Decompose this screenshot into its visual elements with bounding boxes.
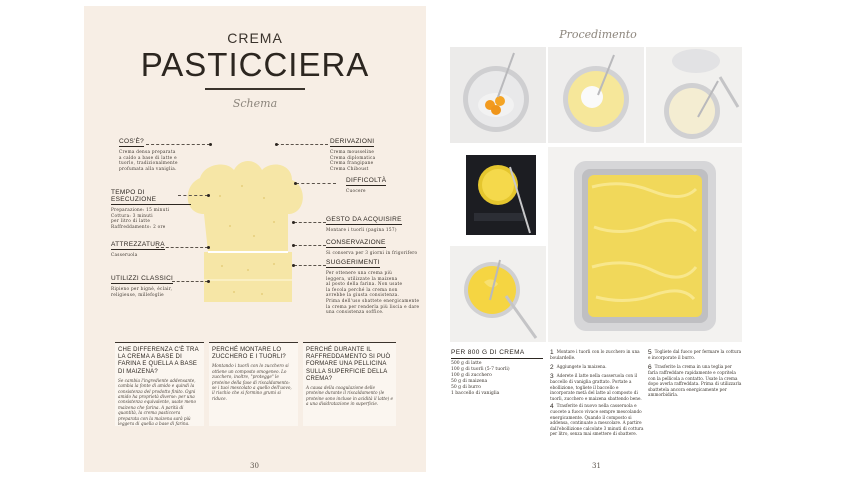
label-line: Casseruola [111,252,138,257]
step-6 [648,364,742,397]
ingredient-item: 100 g di zucchero [451,373,492,378]
label-line: Cuocere [346,188,366,193]
step-1 [550,349,644,361]
ingredient-item: 500 g di latte [451,361,482,366]
label-line: Crema mousseline [330,149,375,154]
step-text: Trasferite la crema in una teglia per farla raffreddare rapidamente e copritela con la pellicola a contatto. Usate la crema dopo averla raffreddata. Prima di utilizzarla sbattetela ancora energicamente per ammorbidirla. [648,364,742,398]
chef-hat-illustration [182,156,310,306]
leader-dot [209,143,212,146]
label-attrezzatura [111,241,191,258]
label-line: Crema frangipane [330,160,374,166]
label-suggerimenti [326,259,421,315]
label-line: Crema densa preparata [119,149,176,154]
leader-dot [207,280,210,283]
faq-question: PERCHÉ DURANTE IL RAFFREDDAMENTO SI PUÒ FORMARE UNA PELLICINA SULLA SUPERFICIE DELLA CREMA? [306,347,391,382]
label-line: Montare i tuorli (pagina 157) [326,227,397,232]
label-difficolta-title: DIFFICOLTÀ [346,177,387,184]
label-line: per litro di latte [111,218,151,224]
step-photo-4 [450,147,546,243]
leader-line [294,222,326,223]
step-text: Aggiungete la maizena. [556,364,607,369]
label-line: a caldo a base di latte e [119,154,177,160]
step-number: 5 [648,349,652,356]
section-label: Procedimento [559,28,637,41]
faq-question: CHE DIFFERENZA C'È TRA LA CREMA A BASE DI FARINA E QUELLA A BASE DI MAIZENA? [118,347,199,375]
ingredients-divider [451,358,543,359]
label-attrezzatura-title: ATTREZZATURA [111,241,165,248]
label-line: profumata alla vaniglia. [119,165,177,171]
label-line: Crema diplomatica [330,154,376,160]
step-photo-1 [450,47,546,143]
label-line: Crema Chiboust [330,165,369,171]
label-line: Preparazione: 15 minuti [111,207,170,212]
leader-line [294,265,326,266]
right-page [428,6,768,472]
label-line: la fecola perché la crema non [326,286,398,292]
step-text: Togliete dal fuoco per fermare la cottura e incorporate il burro. [648,349,742,361]
step-photo-3 [646,47,742,143]
step-text: Montare i tuorli con lo zucchero in una boulardelle. [550,349,640,361]
label-line: Prima dell'uso sbattete energicamente [326,297,420,303]
ingredient-item: 50 g di maizena [451,379,488,384]
label-derivazioni [330,138,410,171]
label-line: Cottura: 3 minuti [111,212,153,218]
leader-dot [207,246,210,249]
leader-dot [294,182,297,185]
page-number-left: 30 [250,462,259,470]
label-line: Per ottenere una crema più [326,270,393,275]
step-number: 1 [550,349,554,356]
label-line: Si conserva per 3 giorni in frigorifero [326,250,418,255]
label-conservazione [326,239,421,256]
label-line: una consistenza soffice. [326,309,384,315]
step-3 [550,373,644,401]
leader-dot [275,143,278,146]
faq-box [303,342,396,426]
leader-dot [292,244,295,247]
label-line: religieuse, millefoglie [111,291,164,297]
title-divider [205,88,305,90]
ingredients-list [451,361,543,397]
leader-line [294,245,326,246]
ingredient-item: 100 g di tuorli (5-7 tuorli) [451,367,510,372]
label-line: Raffreddamento: 2 ore [111,223,166,229]
label-tempo-title: TEMPO DI ESECUZIONE [111,189,191,205]
step-number: 4 [550,403,554,410]
step-4 [550,403,644,436]
label-suggerimenti-title: SUGGERIMENTI [326,259,380,266]
step-photo-6 [548,147,742,342]
label-line: al posto della farina. Non usate [326,281,403,287]
label-tempo [111,189,191,229]
step-number: 6 [648,364,652,371]
leader-dot [207,194,210,197]
step-number: 2 [550,364,554,371]
label-line: tuorlo, tradizionalmente [119,160,178,166]
heading-small: CREMA [227,30,283,46]
label-utilizzi [111,275,201,297]
label-conservazione-title: CONSERVAZIONE [326,239,386,246]
label-line: Ripieno per bignè, éclair, [111,286,173,291]
step-5 [648,349,742,361]
label-gesto-title: GESTO DA ACQUISIRE [326,216,402,223]
page-title: PASTICCIERA [140,46,370,83]
label-line: avrebbe la giusta consistenza. [326,292,400,298]
page-number-right: 31 [592,462,601,470]
leader-line [296,183,336,184]
label-cose [119,138,199,171]
step-number: 3 [550,373,554,380]
step-photo-5 [450,246,546,342]
label-line: la crema per renderla più liscia e dare [326,303,420,309]
label-difficolta [346,177,416,194]
faq-answer: Se cambia l'ingrediente addensante, cambia la fonte di amido e quindi la consistenza del prodotto finito. Ogni amido ha proprietà diverse: per una consistenza equivalente, usate meno maizena che farina. A parità di quantità, la crema pasticcera preparata con la maizena sarà più leggera di quella a base di farina. [118,377,196,427]
faq-answer: Montando i tuorli con lo zucchero si ottiene un composto omogeneo. Lo zucchero, inoltre, "protegge" le proteine della fase di riscaldamento: se i tuoi mescolato a quello dell'uovo, il rischio che si formino grumi si riduce. [212,363,292,401]
faq-box [209,342,298,426]
label-cose-title: COS'È? [119,138,145,145]
leader-line [276,144,328,145]
left-page [84,6,426,472]
step-text: Aderete il latte nella casseruola con il baccello di vaniglia grattato. Portate a ebollizione, togliete il baccello e incorporate metà del latte al composto di tuorli, zucchero e maizena sbattendo bene. [550,373,642,401]
faq-question: PERCHÉ MONTARE LO ZUCCHERO E I TUORLI? [212,347,286,361]
faq-answer: A causa della coagulazione delle proteine durante il riscaldamento (le proteine sono incluse in acidità il latte) e a una disidratazione in superficie. [306,385,394,407]
leader-dot [292,264,295,267]
step-text: Trasferite di nuovo nella casseruola e cuocete a fuoco vivace sempre mescolando energicamente. Quando il composto si addensa, continuate a mescolare. A partire dall'ebollizione calcolate 3 minuti di cottura per litro, senza mai smettere di sbattere. [550,403,644,437]
leader-dot [292,221,295,224]
step-2 [550,364,644,370]
step-photo-2 [548,47,644,143]
label-line: leggera, utilizzate la maizena [326,275,398,281]
ingredients-title: PER 800 G DI CREMA [451,349,525,356]
ingredient-item: 1 baccello di vaniglia [451,391,500,396]
label-utilizzi-title: UTILIZZI CLASSICI [111,275,174,282]
ingredient-item: 50 g di burro [451,385,482,390]
label-gesto [326,216,421,233]
label-derivazioni-title: DERIVAZIONI [330,138,375,145]
faq-box [115,342,204,426]
schema-label: Schema [232,97,278,110]
